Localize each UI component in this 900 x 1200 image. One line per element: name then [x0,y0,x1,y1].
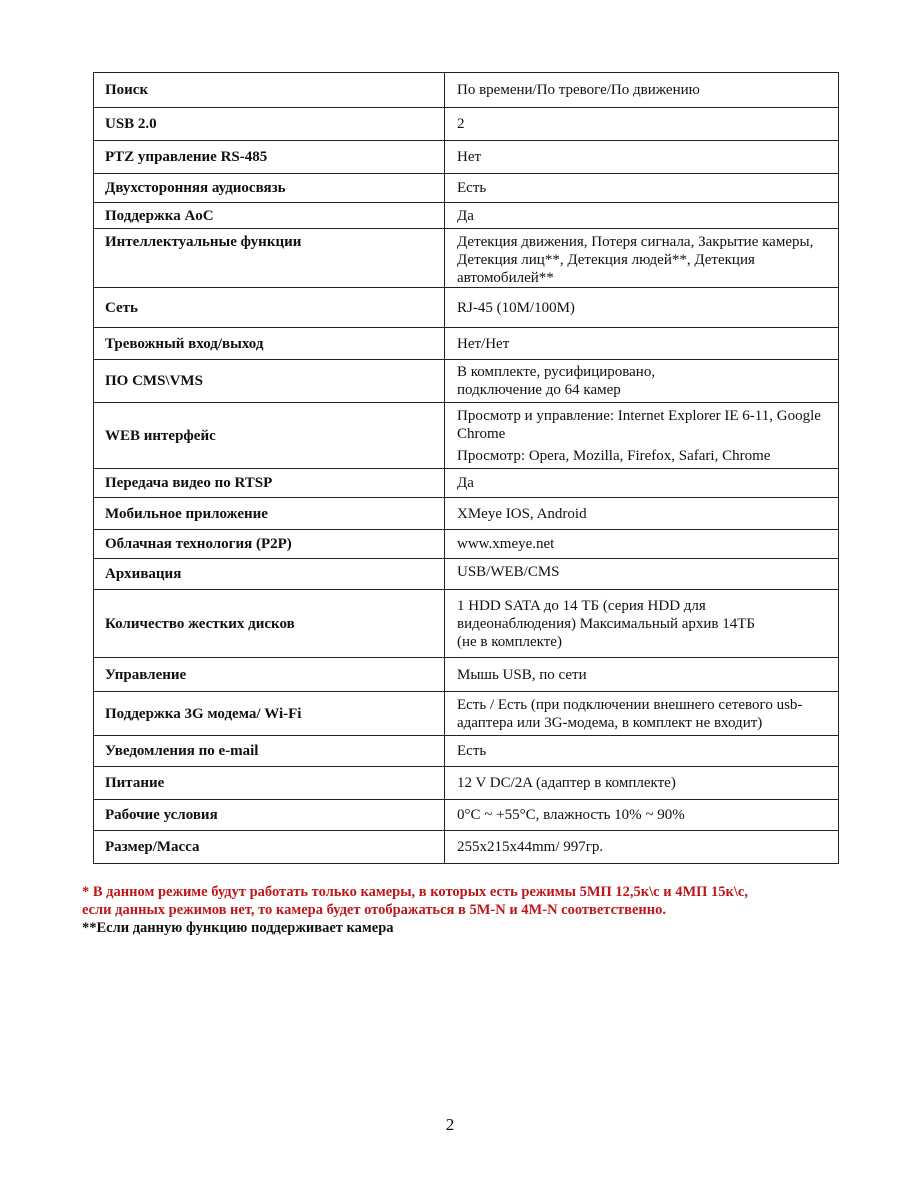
spec-value [445,800,839,831]
spec-value-line: Chrome [457,426,506,442]
spec-label: Облачная технология (P2P) [94,530,445,559]
spec-value [445,692,839,736]
spec-value-line: Мышь USB, по сети [457,666,587,683]
spec-row [94,174,839,203]
spec-row [94,800,839,831]
spec-value-line: адаптера или 3G-модема, в комплект не входит) [457,714,763,731]
spec-row [94,403,839,469]
footnote-camera-support: **Если данную функцию поддерживает камера [82,920,394,936]
spec-label: Управление [94,658,445,692]
footnote-resolution-line-1: * В данном режиме будут работать только камеры, в которых есть режимы 5МП 12,5к\с и 4МП 15к\с, [82,884,748,900]
spec-row [94,73,839,108]
spec-value-line: В комплекте, русифицировано, [457,364,656,380]
spec-value [445,108,839,141]
spec-value [445,174,839,203]
spec-label: Уведомления по e-mail [94,736,445,767]
page-number: 2 [445,1115,455,1134]
spec-row [94,559,839,590]
spec-value [445,288,839,328]
spec-row [94,767,839,800]
spec-value-line: Детекция движения, Потеря сигнала, Закрытие камеры, [457,234,814,250]
footnotes [82,883,862,937]
spec-value-line: (не в комплекте) [457,633,562,650]
spec-row [94,658,839,692]
spec-row [94,141,839,174]
spec-row [94,692,839,736]
spec-value-line: XMeye IOS, Android [457,505,587,522]
spec-label: Мобильное приложение [94,498,445,530]
spec-row [94,736,839,767]
spec-table [93,72,839,864]
spec-value-line: www.xmeye.net [457,536,555,552]
spec-value [445,203,839,229]
spec-label: Сеть [94,288,445,328]
spec-row [94,590,839,658]
spec-value [445,658,839,692]
spec-value-line: Есть [457,180,487,196]
spec-value [445,469,839,498]
spec-row [94,360,839,403]
spec-value [445,736,839,767]
spec-value-line: подключение до 64 камер [457,382,621,398]
spec-value-line: Да [457,207,474,224]
spec-value [445,831,839,864]
spec-label: Количество жестких дисков [94,590,445,658]
spec-value-line: 12 V DC/2A (адаптер в комплекте) [457,775,676,791]
spec-label: Рабочие условия [94,800,445,831]
spec-value-line: Есть [457,743,487,759]
spec-value [445,559,839,590]
spec-label: WEB интерфейс [94,403,445,469]
spec-label: Передача видео по RTSP [94,469,445,498]
spec-label: USB 2.0 [94,108,445,141]
spec-value [445,73,839,108]
spec-value-line: Нет [457,149,482,165]
spec-label: Двухсторонняя аудиосвязь [94,174,445,203]
spec-value-line: Есть / Есть (при подключении внешнего сетевого usb- [457,696,803,713]
spec-label: Размер/Масса [94,831,445,864]
footnote-resolution-line-2: если данных режимов нет, то камера будет отображаться в 5M-N и 4M-N соответственно. [82,902,667,918]
spec-label: Тревожный вход/выход [94,328,445,360]
spec-label: ПО CMS\VMS [94,360,445,403]
spec-row [94,498,839,530]
spec-value-line: 0°C ~ +55°C, влажность 10% ~ 90% [457,807,685,823]
spec-value [445,767,839,800]
spec-row [94,229,839,288]
spec-value-line: видеонаблюдения) Максимальный архив 14ТБ [457,615,756,632]
spec-label: Архивация [94,559,445,590]
spec-value [445,229,839,288]
spec-value-line: Детекция лиц**, Детекция людей**, Детекция [457,252,755,268]
spec-value [445,498,839,530]
spec-row [94,831,839,864]
spec-row [94,530,839,559]
spec-value [445,403,839,469]
spec-value [445,590,839,658]
spec-value-line: Просмотр: Opera, Mozilla, Firefox, Safari, Chrome [457,448,771,464]
spec-value [445,360,839,403]
spec-value-line: По времени/По тревоге/По движению [457,82,700,98]
spec-value-line: Просмотр и управление: Internet Explorer IE 6-11, Google [457,408,821,424]
spec-value-line: RJ-45 (10M/100M) [457,299,575,316]
spec-value [445,328,839,360]
spec-value-line: Да [457,475,474,491]
spec-label: Питание [94,767,445,800]
spec-label: Поиск [94,73,445,108]
spec-value-line: автомобилей** [457,270,554,286]
spec-value-line: Нет/Нет [457,335,510,352]
spec-row [94,469,839,498]
spec-label: Интеллектуальные функции [94,229,445,288]
spec-label: Поддержка AoC [94,203,445,229]
spec-value-line: 1 HDD SATA до 14 ТБ (серия HDD для [457,597,706,614]
spec-row [94,203,839,229]
spec-value [445,530,839,559]
spec-value-line: 255x215x44mm/ 997гр. [457,839,604,855]
spec-row [94,108,839,141]
spec-label: Поддержка 3G модема/ Wi-Fi [94,692,445,736]
spec-value-line: USB/WEB/CMS [457,564,560,580]
spec-row [94,288,839,328]
spec-row [94,328,839,360]
spec-label: PTZ управление RS-485 [94,141,445,174]
spec-value [445,141,839,174]
spec-value-line: 2 [457,116,465,132]
